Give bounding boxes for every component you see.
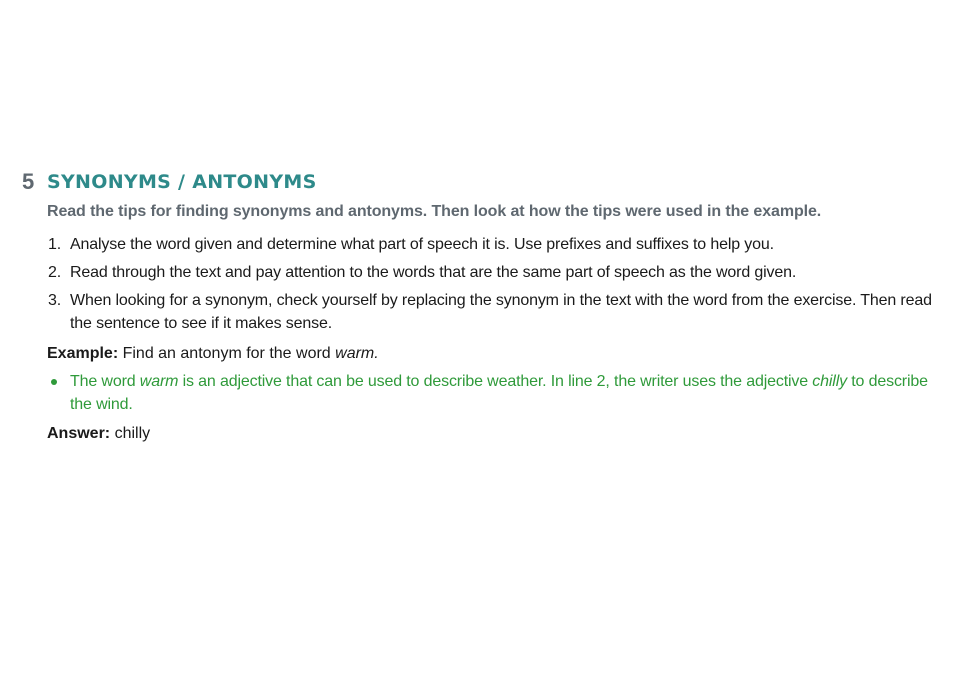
- tip-item: [47, 261, 947, 284]
- section-number: 5: [22, 169, 35, 194]
- tip-number: 2.: [48, 264, 62, 281]
- tip-text: When looking for a synonym, check yourself by replacing the synonym in the text with the word from the exercise. Then read the sentence to see if it makes sense.: [70, 292, 932, 332]
- example-text: Find an antonym for the word: [118, 345, 336, 362]
- section-title: SYNONYMS / ANTONYMS: [47, 171, 317, 193]
- tips-list: [47, 233, 947, 340]
- explanation-part3: to describe the wind.: [70, 373, 928, 413]
- example-word: warm.: [335, 345, 379, 362]
- answer-label: Answer:: [47, 425, 111, 442]
- tip-number: 1.: [48, 236, 62, 253]
- answer-line: [47, 422, 150, 445]
- section-instruction: Read the tips for finding synonyms and antonyms. Then look at how the tips were used in the example.: [47, 203, 822, 220]
- explanation-part2: is an adjective that can be used to describe weather. In line 2, the writer uses the adjective: [178, 373, 813, 390]
- explanation-word-chilly: chilly: [812, 373, 847, 390]
- explanation-bullet: [47, 370, 947, 416]
- tip-number: 3.: [48, 292, 62, 309]
- example-line: [47, 342, 379, 365]
- explanation-part1: The word: [70, 373, 140, 390]
- bullet-icon: [51, 379, 57, 385]
- tip-item: [47, 289, 947, 335]
- tip-item: [47, 233, 947, 256]
- tip-text: Analyse the word given and determine what part of speech it is. Use prefixes and suffixes to help you.: [70, 236, 774, 253]
- explanation-word-warm: warm: [139, 373, 179, 390]
- tip-text: Read through the text and pay attention to the words that are the same part of speech as the word given.: [70, 264, 797, 281]
- example-label: Example:: [47, 345, 119, 362]
- answer-value: chilly: [110, 425, 151, 442]
